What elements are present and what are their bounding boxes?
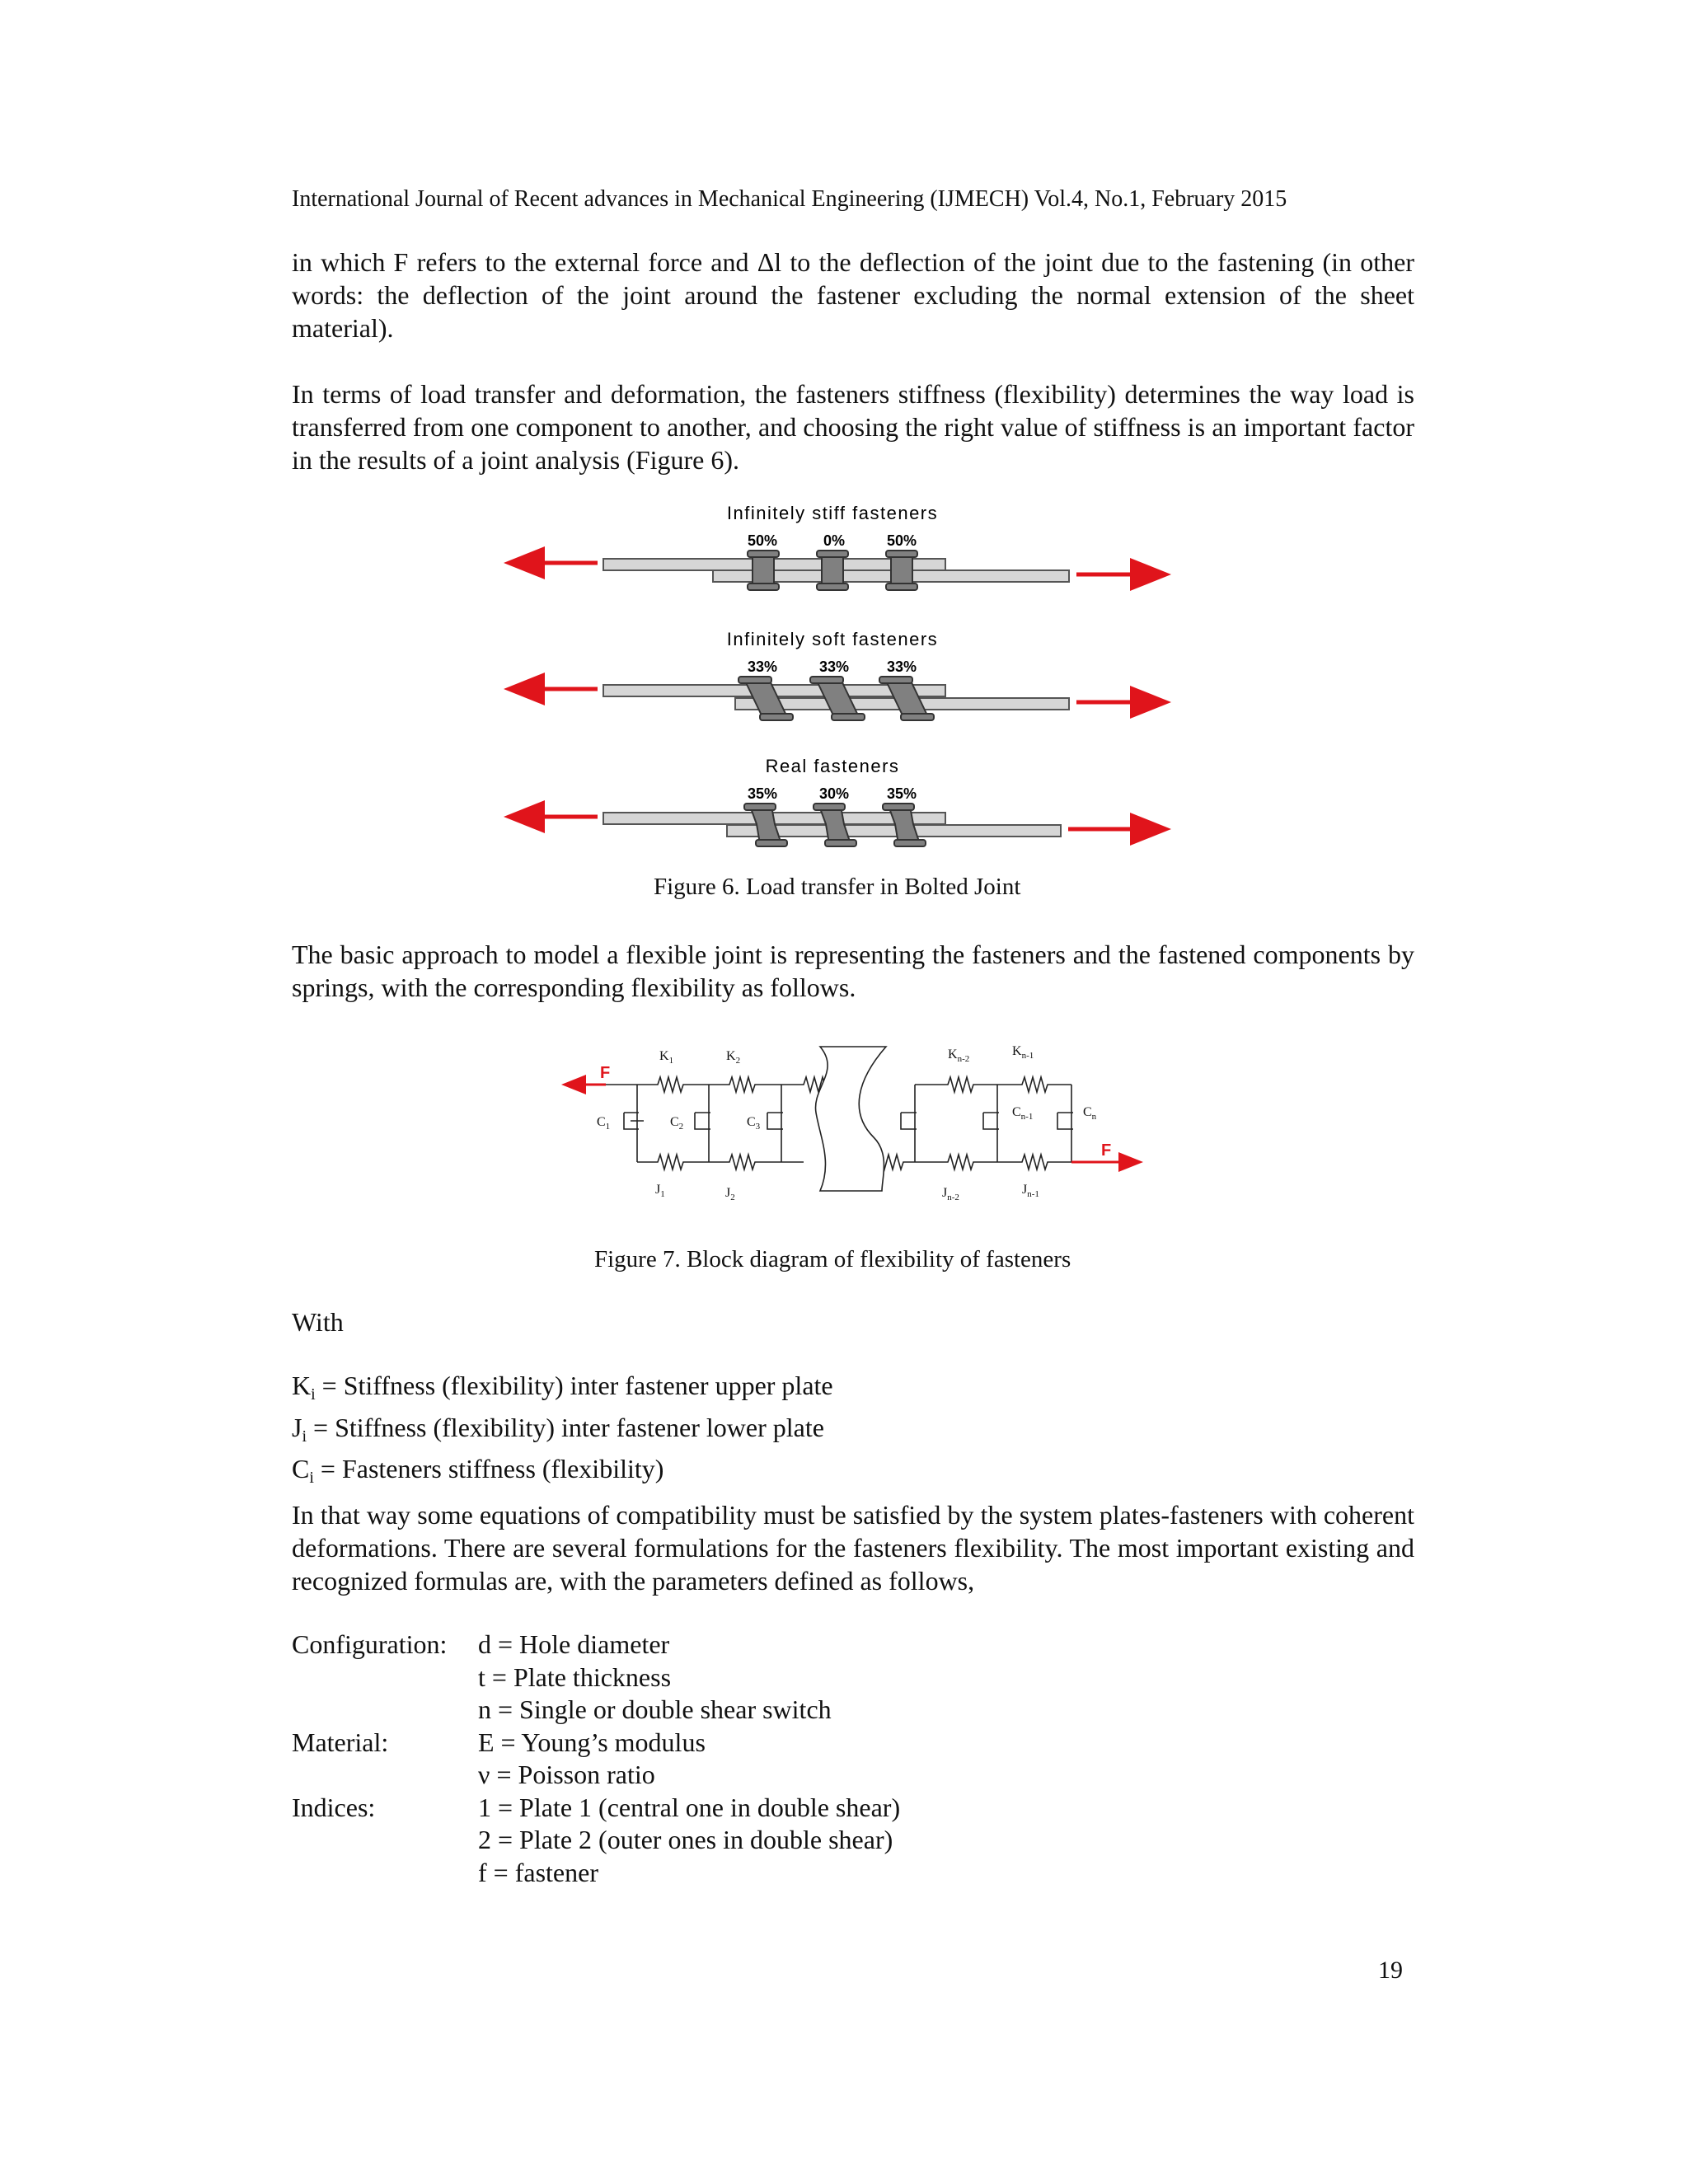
label-c2: $C_2$ xyxy=(670,1115,684,1132)
definition-k: $K_i$ = Stiffness (flexibility) inter fastener upper plate xyxy=(292,1371,833,1404)
definition-j: $J_i$ = Stiffness (flexibility) inter fastener lower plate xyxy=(292,1412,824,1446)
parameter-list xyxy=(292,1629,900,1889)
panel-real-load-3: 35% xyxy=(886,785,917,802)
panel-soft-title: Infinitely soft fasteners xyxy=(726,629,939,649)
param-row: Indices: 1 = Plate 1 (central one in double shear) xyxy=(292,1792,901,1822)
with-label: With xyxy=(292,1307,344,1337)
param-row: t = Plate thickness xyxy=(478,1661,672,1692)
param-row: ν = Poisson ratio xyxy=(478,1760,655,1789)
panel-real-title: Real fasteners xyxy=(765,756,900,776)
label-kn2: $K_{n-2}$ xyxy=(948,1047,970,1064)
label-kn1: $K_{n-1}$ xyxy=(1012,1044,1034,1061)
definition-c: $C_i$ = Fasteners stiffness (flexibility) xyxy=(292,1454,664,1487)
label-c3: $C_3$ xyxy=(747,1115,761,1132)
panel-soft xyxy=(524,629,1151,720)
real-fasteners xyxy=(744,804,926,846)
paragraph-load-transfer: In terms of load transfer and deformation, the fasteners stiffness (flexibility) determines the way load is transferred from one component to another, and choosing the right value of stiffness is an important factor in the results of a joint analysis (Figure 6). xyxy=(292,379,1414,475)
panel-stiff-title: Infinitely stiff fasteners xyxy=(726,503,939,523)
paragraph-approach: The basic approach to model a flexible joint is representing the fasteners and the fastened components by springs, with the corresponding flexibility as follows. xyxy=(292,940,1414,1002)
label-cn: $C_n$ xyxy=(1083,1105,1097,1122)
force-label-right: F xyxy=(1101,1141,1112,1160)
figure-6-caption: Figure 6. Load transfer in Bolted Joint xyxy=(654,874,1021,900)
param-row: Material: E = Young’s modulus xyxy=(292,1727,706,1757)
panel-stiff-load-1: 50% xyxy=(747,532,778,549)
panel-soft-load-2: 33% xyxy=(818,658,850,675)
label-k1: $K_1$ xyxy=(659,1049,674,1066)
panel-real xyxy=(524,756,1151,846)
paragraph-deflection: in which F refers to the external force and Δl to the deflection of the joint due to the fastening (in other words: the deflection of the joint around the fastener excluding the normal extension of the sheet material). xyxy=(292,247,1414,343)
panel-real-load-2: 30% xyxy=(818,785,850,802)
running-header: International Journal of Recent advances in Mechanical Engineering (IJMECH) Vol.4, No.1, February 2015 xyxy=(292,186,1287,212)
param-row: f = fastener xyxy=(478,1857,598,1887)
force-label-left: F xyxy=(600,1064,611,1082)
label-j2: $J_2$ xyxy=(725,1186,735,1202)
soft-fasteners xyxy=(738,677,934,720)
param-row: n = Single or double shear switch xyxy=(478,1694,832,1724)
panel-real-load-1: 35% xyxy=(747,785,778,802)
label-jn1: $J_{n-1}$ xyxy=(1022,1183,1039,1199)
panel-stiff xyxy=(524,503,1151,590)
figure-7-caption: Figure 7. Block diagram of flexibility of fasteners xyxy=(594,1246,1071,1272)
paragraph-compatibility: In that way some equations of compatibility must be satisfied by the system plates-fasteners with coherent deformations. There are several formulations for the fasteners flexibility. The most important existing and recognized formulas are, with the parameters defined as follows, xyxy=(292,1500,1414,1596)
stiff-fasteners xyxy=(748,551,917,590)
label-k2: $K_2$ xyxy=(726,1049,741,1066)
panel-stiff-load-2: 0% xyxy=(823,532,846,549)
panel-soft-load-3: 33% xyxy=(886,658,917,675)
label-c1: $C_1$ xyxy=(597,1115,611,1132)
param-row: 2 = Plate 2 (outer ones in double shear) xyxy=(478,1825,893,1854)
label-jn2: $J_{n-2}$ xyxy=(942,1186,959,1202)
panel-stiff-load-3: 50% xyxy=(886,532,917,549)
panel-soft-load-1: 33% xyxy=(747,658,778,675)
figure-7-block-diagram xyxy=(0,1030,1688,1212)
label-j1: $J_1$ xyxy=(655,1183,665,1199)
page-number: 19 xyxy=(1378,1957,1403,1984)
label-cn1: $C_{n-1}$ xyxy=(1012,1105,1034,1122)
figure-6-load-transfer xyxy=(0,494,1688,849)
param-row: Configuration: d = Hole diameter xyxy=(292,1629,670,1659)
symbol-definitions xyxy=(292,1370,833,1495)
